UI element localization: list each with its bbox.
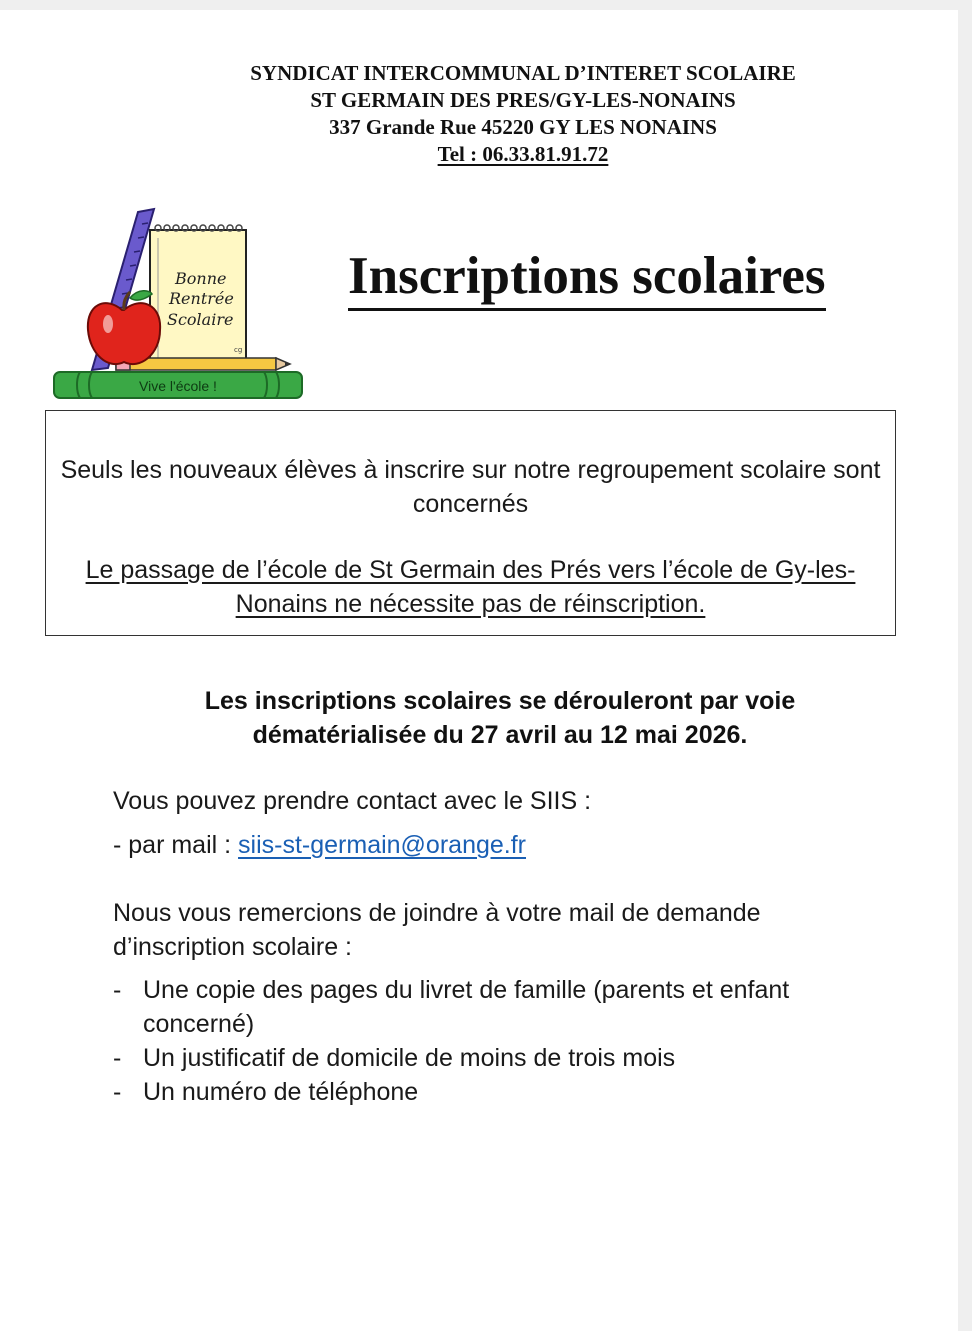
- notepad-text-line3: Scolaire: [167, 310, 234, 329]
- list-item: [113, 973, 893, 1041]
- list-bullet: -: [113, 1078, 122, 1106]
- contact-intro: Vous pouvez prendre contact avec le SIIS :: [113, 787, 592, 815]
- list-item-text: Un justificatif de domicile de moins de trois mois: [143, 1044, 676, 1072]
- letterhead-address: 337 Grande Rue 45220 GY LES NONAINS: [329, 115, 717, 139]
- book-icon: [54, 372, 302, 398]
- letterhead-phone: Tel : 06.33.81.91.72: [437, 142, 609, 166]
- request-intro: Nous vous remercions de joindre à votre mail de demande d’inscription scolaire :: [113, 899, 761, 961]
- letterhead-communes: ST GERMAIN DES PRES/GY-LES-NONAINS: [310, 88, 736, 112]
- notepad-signature: cg: [234, 346, 243, 354]
- notepad-text-line1: Bonne: [175, 269, 227, 288]
- notice-box: [45, 410, 896, 636]
- notice-new-students: Seuls les nouveaux élèves à inscrire sur notre regroupement scolaire sont concernés: [60, 456, 881, 518]
- letterhead: [0, 60, 972, 168]
- list-item-text: Une copie des pages du livret de famille (parents et enfant concerné): [143, 976, 790, 1038]
- notepad-text-line2: Rentrée: [169, 289, 234, 308]
- list-item-text: Un numéro de téléphone: [143, 1078, 419, 1106]
- registration-dates: Les inscriptions scolaires se dérouleront par voie dématérialisée du 27 avril au 12 mai 2026.: [204, 687, 796, 749]
- list-bullet: -: [113, 976, 122, 1004]
- list-item: [113, 1075, 893, 1109]
- list-item: [113, 1041, 893, 1075]
- list-bullet: -: [113, 1044, 122, 1072]
- email-link[interactable]: siis-st-germain@orange.fr: [238, 831, 526, 859]
- contact-mail-prefix: - par mail :: [113, 831, 239, 859]
- notice-no-reregistration: Le passage de l’école de St Germain des Prés vers l’école de Gy-les-Nonains ne nécessite pas de réinscription.: [85, 556, 856, 618]
- page-title: Inscriptions scolaires: [348, 244, 826, 311]
- contact-mail-line: [113, 828, 526, 862]
- letterhead-org-name: SYNDICAT INTERCOMMUNAL D’INTERET SCOLAIRE: [250, 61, 796, 85]
- book-label: Vive l'école !: [139, 378, 217, 394]
- notepad-icon: [150, 225, 246, 362]
- back-to-school-clipart: [50, 198, 306, 404]
- required-documents-list: [113, 973, 893, 1109]
